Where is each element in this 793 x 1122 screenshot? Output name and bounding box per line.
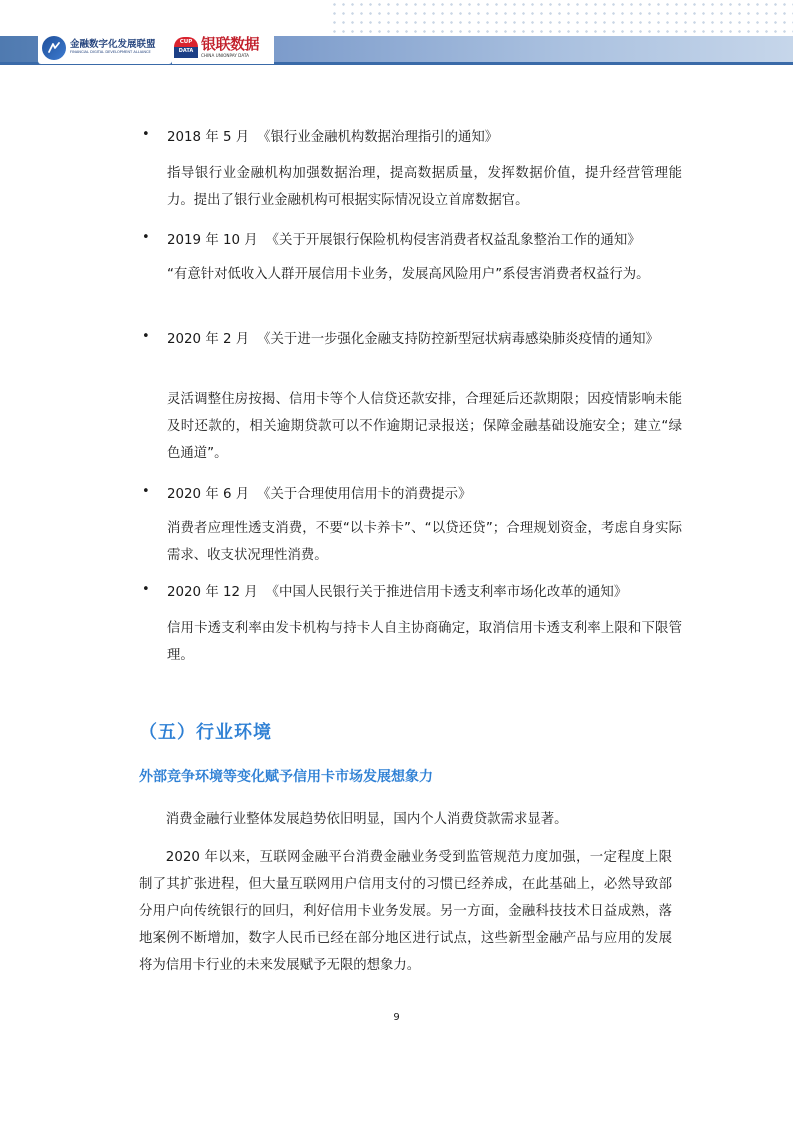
cup-mark-top: CUP — [179, 38, 193, 45]
section-title: （五）行业环境 — [139, 722, 272, 743]
policy-description: 指导银行业金融机构加强数据治理，提高数据质量，发挥数据价值，提升经营管理能力。提出了银行业金融机构可根据实际情况设立首席数据官。 — [167, 166, 682, 208]
policy-date: 2020 年 6 月 — [167, 487, 250, 502]
page-number: 9 — [393, 1012, 400, 1023]
policy-description: 灵活调整住房按揭、信用卡等个人信贷还款安排，合理延后还款期限；因疫情影响未能及时还款的，相关逾期贷款可以不作逾期记录报送；保障金融基础设施安全；建立“绿色通道”。 — [167, 392, 682, 461]
fdda-logo — [38, 31, 172, 64]
policy-title: 《关于合理使用信用卡的消费提示》 — [257, 487, 472, 502]
cup-data-logo-icon — [174, 36, 198, 60]
section-subtitle: 外部竞争环境等变化赋予信用卡市场发展想象力 — [139, 769, 433, 785]
policy-description: 消费者应理性透支消费，不要“以卡养卡”、“以贷还贷”；合理规划资金，考虑自身实际需求、收支状况理性消费。 — [167, 521, 682, 563]
policy-date: 2020 年 12 月 — [167, 585, 258, 600]
bullet-icon: • — [142, 329, 150, 344]
bullet-icon: • — [142, 582, 150, 597]
fdda-logo-icon — [42, 36, 66, 60]
fdda-logo-subtitle: FINANCIAL DIGITAL DEVELOPMENT ALLIANCE — [70, 50, 151, 55]
cup-data-logo-name: 银联数据 — [201, 34, 260, 53]
fdda-logo-name: 金融数字化发展联盟 — [70, 38, 156, 50]
policy-date: 2020 年 2 月 — [167, 332, 250, 347]
cup-mark-bottom: DATA — [178, 47, 194, 54]
policy-description: “有意针对低收入人群开展信用卡业务，发展高风险用户”系侵害消费者权益行为。 — [167, 267, 650, 282]
bullet-icon: • — [142, 127, 150, 142]
policy-title: 《银行业金融机构数据治理指引的通知》 — [257, 130, 499, 145]
policy-date: 2018 年 5 月 — [167, 130, 250, 145]
body-paragraph: 2020 年以来，互联网金融平台消费金融业务受到监管规范力度加强，一定程度上限制了其扩张进程，但大量互联网用户信用支付的习惯已经养成，在此基础上，必然导致部分用户向传统银行的回归，利好信用卡业务发展。另一方面，金融科技技术日益成熟，落地案例不断增加，数字人民币已经在部分地区进行试点，这些新型金融产品与应用的发展将为信用卡行业的未来发展赋予无限的想象力。 — [139, 850, 672, 973]
body-paragraph: 消费金融行业整体发展趋势依旧明显，国内个人消费贷款需求显著。 — [165, 812, 568, 827]
cup-data-logo — [172, 31, 274, 64]
policy-date: 2019 年 10 月 — [167, 233, 258, 248]
bullet-icon: • — [142, 484, 150, 499]
page-header — [0, 0, 793, 72]
policy-title: 《关于开展银行保险机构侵害消费者权益乱象整治工作的通知》 — [265, 233, 641, 248]
policy-heading — [167, 227, 682, 254]
policy-description: 信用卡透支利率由发卡机构与持卡人自主协商确定，取消信用卡透支利率上限和下限管理。 — [167, 621, 682, 663]
header-dot-pattern — [330, 0, 793, 38]
bullet-icon: • — [142, 230, 150, 245]
policy-heading — [167, 481, 682, 508]
policy-title: 《中国人民银行关于推进信用卡透支利率市场化改革的通知》 — [265, 585, 628, 600]
policy-title: 《关于进一步强化金融支持防控新型冠状病毒感染肺炎疫情的通知》 — [257, 332, 659, 347]
policy-heading — [167, 579, 682, 606]
cup-data-logo-subtitle: CHINA UNIONPAY DATA — [201, 52, 249, 58]
policy-heading — [167, 326, 682, 353]
policy-heading — [167, 124, 682, 151]
